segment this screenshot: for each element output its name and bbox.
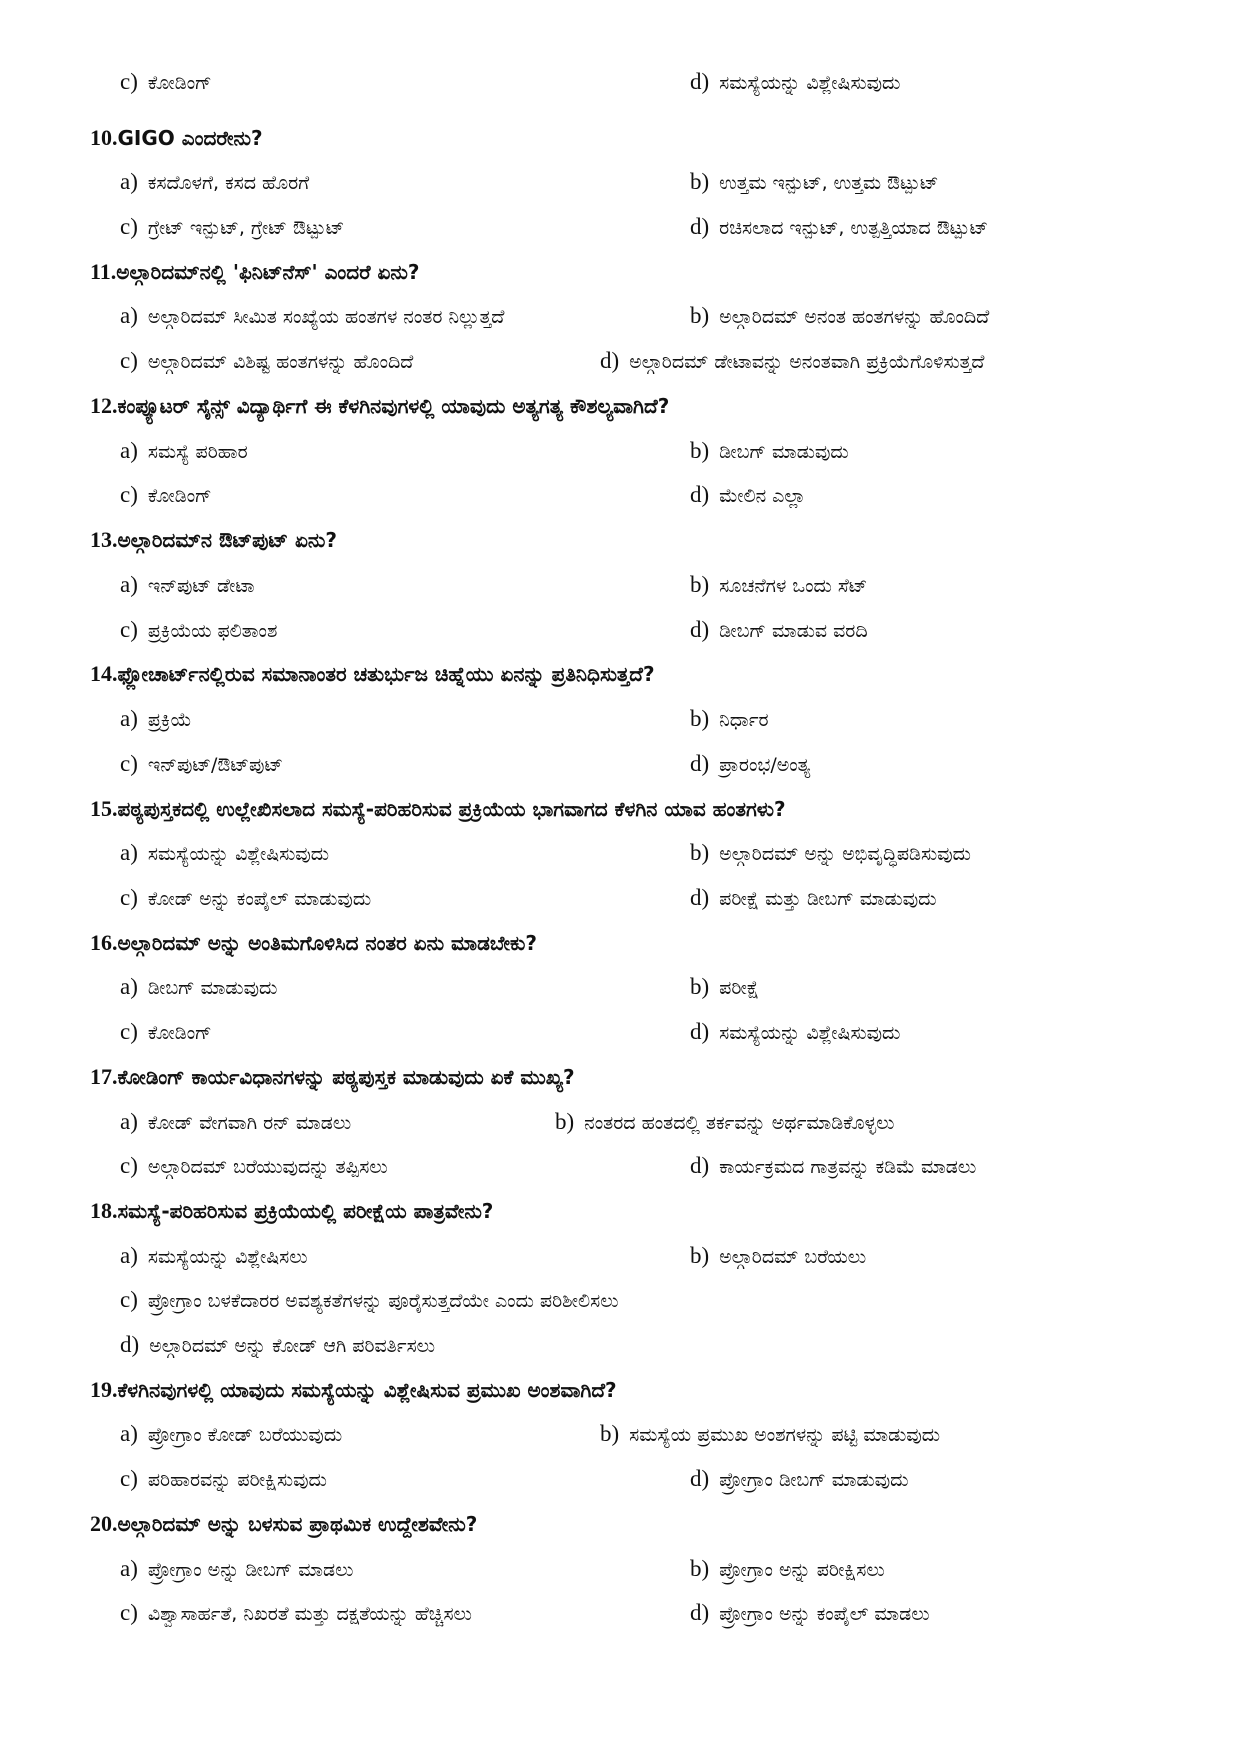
option-label: a)	[120, 1556, 138, 1581]
option-text: ಇನ್‌ಪುಟ್/ಔಟ್‌ಪುಟ್	[147, 754, 284, 776]
option-d	[690, 1595, 930, 1631]
option-label: c)	[120, 1019, 138, 1044]
option-label: b)	[690, 169, 710, 194]
option-label: c)	[120, 1600, 138, 1625]
option-text: ಪ್ರೋಗ್ರಾಂ ಅನ್ನು ಪರೀಕ್ಷಿಸಲು	[719, 1559, 885, 1581]
option-b	[690, 835, 971, 871]
option-text: ಕೋಡಿಂಗ್	[147, 72, 212, 94]
option-text: ಕೋಡಿಂಗ್	[147, 1022, 212, 1044]
option-label: d)	[690, 214, 710, 239]
option-text: ಪ್ರಕ್ರಿಯೆ	[147, 709, 192, 731]
option-label: d)	[690, 751, 710, 776]
option-c	[120, 880, 371, 916]
option-text: ಸಮಸ್ಯೆಯ ಪ್ರಮುಖ ಅಂಶಗಳನ್ನು ಪಟ್ಟಿ ಮಾಡುವುದು	[629, 1424, 941, 1446]
option-b	[690, 1238, 866, 1274]
option-text: ಕಸದೊಳಗೆ, ಕಸದ ಹೊರಗೆ	[147, 172, 310, 194]
option-c	[120, 477, 212, 513]
option-a	[120, 835, 329, 871]
option-text: ಕಾರ್ಯಕ್ರಮದ ಗಾತ್ರವನ್ನು ಕಡಿಮೆ ಮಾಡಲು	[719, 1156, 977, 1178]
option-a	[120, 298, 504, 334]
option-label: c)	[120, 482, 138, 507]
option-c	[120, 1282, 619, 1318]
option-label: a)	[120, 303, 138, 328]
question-15	[90, 791, 786, 827]
question-14	[90, 656, 655, 692]
option-a	[120, 1238, 308, 1274]
option-text: ಪರೀಕ್ಷೆ	[719, 977, 760, 999]
question-number: 16.	[90, 930, 118, 955]
option-text: ಸಮಸ್ಯೆಯನ್ನು ವಿಶ್ಲೇಷಿಸುವುದು	[147, 843, 330, 865]
option-text: ಸಮಸ್ಯೆ ಪರಿಹಾರ	[147, 441, 248, 463]
option-b	[690, 298, 989, 334]
option-label: a)	[120, 1109, 138, 1134]
question-text: ಫ್ಲೋಚಾರ್ಟ್‌ನಲ್ಲಿರುವ ಸಮಾನಾಂತರ ಚತುರ್ಭುಜ ಚಿಹ್ನೆಯು ಏನನ್ನು ಪ್ರತಿನಿಧಿಸುತ್ತದೆ?	[117, 662, 655, 686]
question-number: 18.	[90, 1198, 118, 1223]
question-number: 11.	[90, 259, 117, 284]
option-text: ಪರಿಹಾರವನ್ನು ಪರೀಕ್ಷಿಸುವುದು	[147, 1469, 327, 1491]
option-label: b)	[555, 1109, 575, 1134]
option-d	[690, 746, 810, 782]
question-12	[90, 388, 669, 424]
question-number: 10.	[90, 125, 118, 150]
option-text: ಸಮಸ್ಯೆಯನ್ನು ವಿಶ್ಲೇಷಿಸಲು	[147, 1246, 308, 1268]
option-d	[690, 1148, 976, 1184]
option-label: a)	[120, 438, 138, 463]
question-number: 15.	[90, 796, 118, 821]
option-text: ಕೋಡಿಂಗ್	[147, 485, 212, 507]
option-text: ಇನ್‌ಪುಟ್ ಡೇಟಾ	[147, 575, 255, 597]
option-c	[120, 1461, 327, 1497]
option-text: ಪ್ರೋಗ್ರಾಂ ಅನ್ನು ಕಂಪೈಲ್ ಮಾಡಲು	[719, 1603, 930, 1625]
question-10	[90, 120, 263, 156]
question-17	[90, 1059, 575, 1095]
option-text: ಅಲ್ಗಾರಿದಮ್ ಡೇಟಾವನ್ನು ಅನಂತವಾಗಿ ಪ್ರಕ್ರಿಯೆಗೊಳಿಸುತ್ತದೆ	[629, 351, 985, 373]
option-text: ಪ್ರೋಗ್ರಾಂ ಅನ್ನು ಡೀಬಗ್ ಮಾಡಲು	[147, 1559, 354, 1581]
option-label: b)	[690, 572, 710, 597]
option-label: d)	[690, 617, 710, 642]
option-label: a)	[120, 706, 138, 731]
option-text: ಪ್ರೋಗ್ರಾಂ ಡೀಬಗ್ ಮಾಡುವುದು	[719, 1469, 909, 1491]
option-text: ಅಲ್ಗಾರಿದಮ್ ಸೀಮಿತ ಸಂಖ್ಯೆಯ ಹಂತಗಳ ನಂತರ ನಿಲ್ಲುತ್ತದೆ	[147, 306, 505, 328]
option-text: ಅಲ್ಗಾರಿದಮ್ ಬರೆಯುವುದನ್ನು ತಪ್ಪಿಸಲು	[147, 1156, 388, 1178]
question-number: 17.	[90, 1064, 118, 1089]
option-d	[690, 477, 806, 513]
option-text: ಗ್ರೇಟ್ ಇನ್ಪುಟ್, ಗ್ರೇಟ್ ಔಟ್ಪುಟ್	[147, 217, 345, 239]
option-d	[600, 343, 984, 379]
option-text: ವಿಶ್ವಾಸಾರ್ಹತೆ, ನಿಖರತೆ ಮತ್ತು ದಕ್ಷತೆಯನ್ನು ಹೆಚ್ಚಿಸಲು	[147, 1603, 472, 1625]
option-b	[690, 567, 867, 603]
question-text: ಅಲ್ಗಾರಿದಮ್ ಅನ್ನು ಬಳಸುವ ಪ್ರಾಥಮಿಕ ಉದ್ದೇಶವೇನು?	[117, 1512, 478, 1536]
option-b	[690, 164, 939, 200]
option-label: d)	[690, 1019, 710, 1044]
option-d	[690, 1461, 908, 1497]
option-text: ಪ್ರೋಗ್ರಾಂ ಕೋಡ್ ಬರೆಯುವುದು	[147, 1424, 343, 1446]
question-13	[90, 522, 337, 558]
option-text: ಪ್ರಕ್ರಿಯೆಯ ಫಲಿತಾಂಶ	[147, 620, 278, 642]
option-b	[690, 969, 759, 1005]
option-label: c)	[120, 348, 138, 373]
option-label: c)	[120, 885, 138, 910]
option-label: d)	[600, 348, 620, 373]
option-label: d)	[120, 1332, 140, 1357]
option-text: ಸಮಸ್ಯೆಯನ್ನು ವಿಶ್ಲೇಷಿಸುವುದು	[719, 1022, 901, 1044]
option-label: c)	[120, 69, 138, 94]
option-d	[120, 1327, 435, 1363]
option-label: c)	[120, 751, 138, 776]
option-label: d)	[690, 69, 710, 94]
question-text: ಕೆಳಗಿನವುಗಳಲ್ಲಿ ಯಾವುದು ಸಮಸ್ಯೆಯನ್ನು ವಿಶ್ಲೇಷಿಸುವ ಪ್ರಮುಖ ಅಂಶವಾಗಿದೆ?	[117, 1378, 617, 1402]
option-label: b)	[690, 438, 710, 463]
option-b	[690, 433, 849, 469]
option-label: b)	[690, 706, 710, 731]
option-a	[120, 164, 309, 200]
option-c-prev	[120, 64, 212, 100]
option-a	[120, 969, 277, 1005]
option-d	[690, 209, 988, 245]
question-text: ಸಮಸ್ಯೆ-ಪರಿಹರಿಸುವ ಪ್ರಕ್ರಿಯೆಯಲ್ಲಿ ಪರೀಕ್ಷೆಯ ಪಾತ್ರವೇನು?	[117, 1199, 494, 1223]
option-label: c)	[120, 214, 138, 239]
question-text: ಪಠ್ಯಪುಸ್ತಕದಲ್ಲಿ ಉಲ್ಲೇಖಿಸಲಾದ ಸಮಸ್ಯೆ-ಪರಿಹರಿಸುವ ಪ್ರಕ್ರಿಯೆಯ ಭಾಗವಾಗದ ಕೆಳಗಿನ ಯಾವ ಹಂತಗಳು?	[117, 797, 786, 821]
question-11	[90, 254, 420, 290]
option-text: ಸಮಸ್ಯೆಯನ್ನು ವಿಶ್ಲೇಷಿಸುವುದು	[719, 72, 901, 94]
option-label: a)	[120, 1243, 138, 1268]
option-c	[120, 343, 413, 379]
option-label: c)	[120, 1153, 138, 1178]
option-a	[120, 1551, 353, 1587]
question-text: GIGO ಎಂದರೇನು?	[117, 126, 263, 150]
option-text: ಅಲ್ಗಾರಿದಮ್ ಅನ್ನು ಕೋಡ್ ಆಗಿ ಪರಿವರ್ತಿಸಲು	[149, 1335, 436, 1357]
option-label: c)	[120, 1466, 138, 1491]
option-d	[690, 1014, 900, 1050]
option-label: b)	[690, 1243, 710, 1268]
option-text: ಡೀಬಗ್ ಮಾಡುವ ವರದಿ	[719, 620, 868, 642]
question-number: 14.	[90, 661, 118, 686]
option-d	[690, 880, 937, 916]
option-b	[555, 1104, 894, 1140]
option-text: ಡೀಬಗ್ ಮಾಡುವುದು	[147, 977, 278, 999]
option-a	[120, 1104, 351, 1140]
option-label: b)	[690, 1556, 710, 1581]
option-text: ಅಲ್ಗಾರಿದಮ್ ಅನಂತ ಹಂತಗಳನ್ನು ಹೊಂದಿದೆ	[719, 306, 990, 328]
option-label: b)	[690, 840, 710, 865]
question-text: ಅಲ್ಗಾರಿದಮ್ ಅನ್ನು ಅಂತಿಮಗೊಳಿಸಿದ ನಂತರ ಏನು ಮಾಡಬೇಕು?	[117, 931, 538, 955]
question-19	[90, 1372, 617, 1408]
option-c	[120, 1595, 472, 1631]
option-a	[120, 433, 248, 469]
option-text: ಪ್ರಾರಂಭ/ಅಂತ್ಯ	[719, 754, 811, 776]
option-text: ಮೇಲಿನ ಎಲ್ಲಾ	[719, 485, 806, 507]
option-c	[120, 209, 344, 245]
option-label: a)	[120, 840, 138, 865]
option-c	[120, 746, 283, 782]
question-text: ಕಂಪ್ಯೂಟರ್ ಸೈನ್ಸ್ ವಿದ್ಯಾರ್ಥಿಗೆ ಈ ಕೆಳಗಿನವುಗಳಲ್ಲಿ ಯಾವುದು ಅತ್ಯಗತ್ಯ ಕೌಶಲ್ಯವಾಗಿದೆ?	[117, 394, 670, 418]
option-a	[120, 701, 192, 737]
option-text: ಕೋಡ್ ಅನ್ನು ಕಂಪೈಲ್ ಮಾಡುವುದು	[147, 888, 372, 910]
option-label: a)	[120, 169, 138, 194]
option-b	[600, 1416, 940, 1452]
option-text: ನಂತರದ ಹಂತದಲ್ಲಿ ತರ್ಕವನ್ನು ಅರ್ಥಮಾಡಿಕೊಳ್ಳಲು	[584, 1112, 895, 1134]
question-number: 20.	[90, 1511, 118, 1536]
option-text: ನಿರ್ಧಾರ	[719, 709, 769, 731]
option-c	[120, 1014, 212, 1050]
question-number: 12.	[90, 393, 118, 418]
question-number: 19.	[90, 1377, 118, 1402]
option-label: a)	[120, 572, 138, 597]
option-c	[120, 1148, 388, 1184]
option-text: ಸೂಚನೆಗಳ ಒಂದು ಸೆಟ್	[719, 575, 868, 597]
question-text: ಅಲ್ಗಾರಿದಮ್‌ನ ಔಟ್‌ಪುಟ್ ಏನು?	[117, 528, 337, 552]
option-d-prev	[690, 64, 900, 100]
question-20	[90, 1506, 477, 1542]
option-label: d)	[690, 1153, 710, 1178]
option-b	[690, 701, 769, 737]
option-label: b)	[600, 1421, 620, 1446]
option-label: b)	[690, 303, 710, 328]
option-text: ಅಲ್ಗಾರಿದಮ್ ಬರೆಯಲು	[719, 1246, 867, 1268]
option-label: b)	[690, 974, 710, 999]
option-d	[690, 612, 868, 648]
option-text: ಪರೀಕ್ಷೆ ಮತ್ತು ಡೀಬಗ್ ಮಾಡುವುದು	[719, 888, 937, 910]
option-text: ಅಲ್ಗಾರಿದಮ್ ವಿಶಿಷ್ಟ ಹಂತಗಳನ್ನು ಹೊಂದಿದೆ	[147, 351, 414, 373]
option-text: ಕೋಡ್ ವೇಗವಾಗಿ ರನ್ ಮಾಡಲು	[147, 1112, 352, 1134]
option-a	[120, 1416, 342, 1452]
question-text: ಅಲ್ಗಾರಿದಮ್‌ನಲ್ಲಿ 'ಫಿನಿಟ್‌ನೆಸ್' ಎಂದರೆ ಏನು?	[116, 260, 420, 284]
question-18	[90, 1193, 493, 1229]
option-b	[690, 1551, 885, 1587]
option-label: d)	[690, 1466, 710, 1491]
option-label: a)	[120, 1421, 138, 1446]
option-text: ಡೀಬಗ್ ಮಾಡುವುದು	[719, 441, 849, 463]
option-a	[120, 567, 255, 603]
option-text: ರಚಿಸಲಾದ ಇನ್ಪುಟ್, ಉತ್ಪತ್ತಿಯಾದ ಔಟ್ಪುಟ್	[719, 217, 989, 239]
option-label: d)	[690, 1600, 710, 1625]
question-16	[90, 925, 537, 961]
question-text: ಕೋಡಿಂಗ್ ಕಾರ್ಯವಿಧಾನಗಳನ್ನು ಪಠ್ಯಪುಸ್ತಕ ಮಾಡುವುದು ಏಕೆ ಮುಖ್ಯ?	[117, 1065, 575, 1089]
option-label: d)	[690, 885, 710, 910]
option-label: c)	[120, 617, 138, 642]
option-text: ಪ್ರೋಗ್ರಾಂ ಬಳಕೆದಾರರ ಅವಶ್ಯಕತೆಗಳನ್ನು ಪೂರೈಸುತ್ತದೆಯೇ ಎಂದು ಪರಿಶೀಲಿಸಲು	[147, 1290, 619, 1312]
option-text: ಅಲ್ಗಾರಿದಮ್ ಅನ್ನು ಅಭಿವೃದ್ಧಿಪಡಿಸುವುದು	[719, 843, 971, 865]
option-text: ಉತ್ತಮ ಇನ್ಪುಟ್, ಉತ್ತಮ ಔಟ್ಪುಟ್	[719, 172, 939, 194]
option-label: d)	[690, 482, 710, 507]
question-number: 13.	[90, 527, 118, 552]
option-c	[120, 612, 277, 648]
option-label: c)	[120, 1287, 138, 1312]
option-label: a)	[120, 974, 138, 999]
